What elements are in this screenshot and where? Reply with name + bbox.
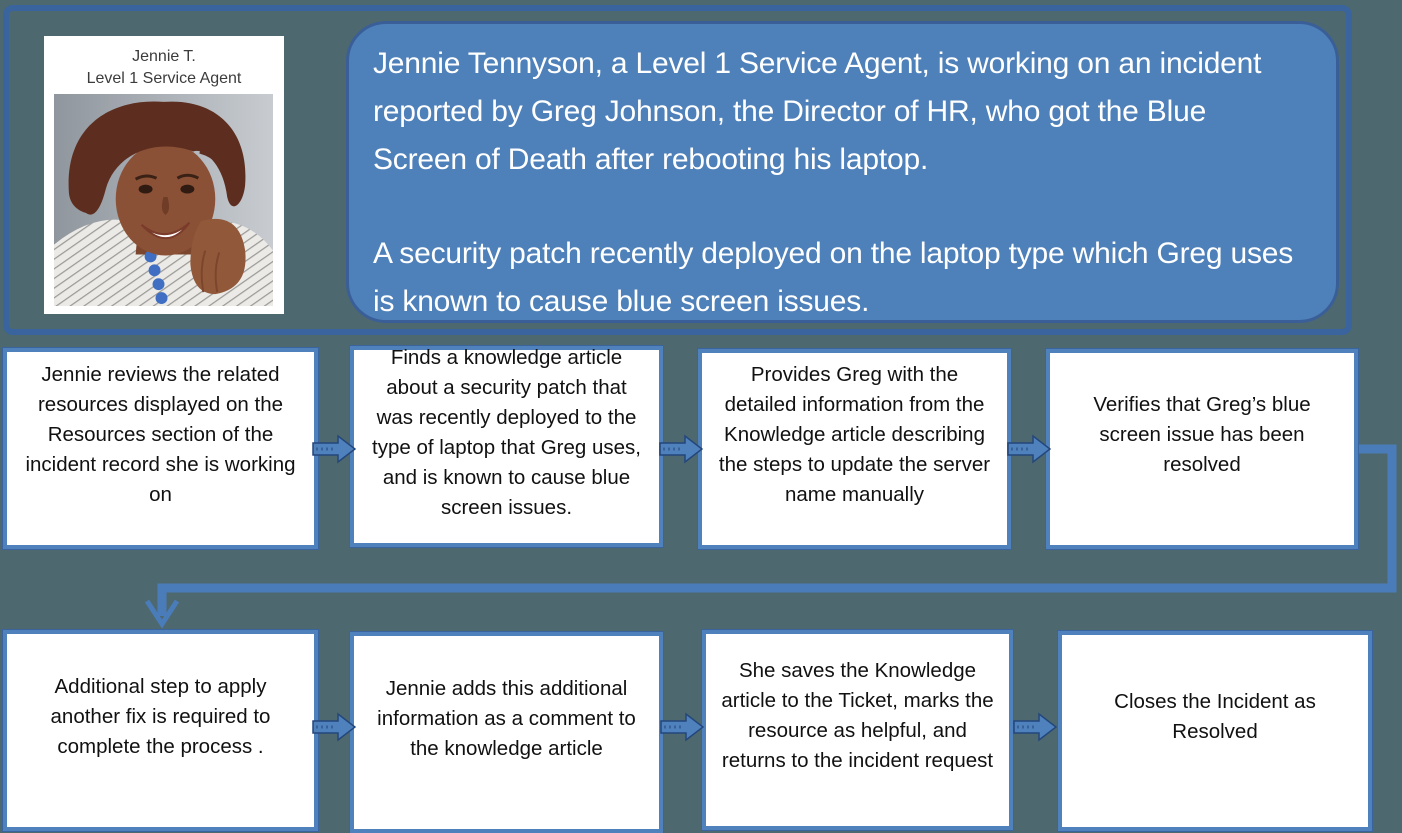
flow-step-3-label: Provides Greg with the detailed information from the Knowledge article describing the steps to update the server name manually bbox=[718, 363, 991, 506]
agent-photo bbox=[54, 94, 273, 306]
flow-step-5-label: Additional step to apply another fix is required to complete the process . bbox=[50, 674, 271, 758]
flow-step-8 bbox=[1058, 631, 1372, 831]
right-arrow-icon bbox=[1007, 434, 1051, 464]
flow-step-2-label: Finds a knowledge article about a security patch that was recently deployed to the type of laptop that Greg uses, and is known to cause blue screen issues. bbox=[372, 345, 641, 519]
flow-step-4-label: Verifies that Greg’s blue screen issue has been resolved bbox=[1093, 393, 1311, 476]
right-arrow-icon bbox=[312, 434, 356, 464]
flow-step-1 bbox=[3, 348, 318, 549]
scenario-paragraph-1: Jennie Tennyson, a Level 1 Service Agent, is working on an incident reported by Greg Johnson, the Director of HR, who got the Blue Screen of Death after rebooting his laptop. bbox=[373, 47, 1262, 176]
flow-step-5 bbox=[3, 630, 318, 831]
agent-card bbox=[44, 36, 284, 314]
right-arrow-icon bbox=[1013, 712, 1057, 742]
flow-step-7-label: She saves the Knowledge article to the Ticket, marks the resource as helpful, and returns to the incident request bbox=[721, 659, 994, 772]
scenario-bubble bbox=[346, 21, 1339, 323]
right-arrow-icon bbox=[312, 712, 356, 742]
right-arrow-icon bbox=[659, 434, 703, 464]
flow-step-7 bbox=[702, 630, 1013, 830]
scenario-panel bbox=[3, 5, 1352, 335]
flow-step-6-label: Jennie adds this additional information as a comment to the knowledge article bbox=[377, 676, 636, 760]
agent-role: Level 1 Service Agent bbox=[86, 70, 242, 87]
right-arrow-icon bbox=[660, 712, 704, 742]
flow-step-3 bbox=[698, 349, 1011, 549]
flow-step-2 bbox=[350, 346, 663, 547]
flow-step-4 bbox=[1046, 349, 1358, 549]
flow-step-6 bbox=[350, 632, 663, 833]
scenario-paragraph-2: A security patch recently deployed on the laptop type which Greg uses is known to cause blue screen issues. bbox=[373, 237, 1294, 318]
agent-name: Jennie T. bbox=[132, 48, 196, 65]
flow-step-8-label: Closes the Incident as Resolved bbox=[1114, 690, 1316, 743]
flow-step-1-label: Jennie reviews the related resources displayed on the Resources section of the incident record she is working on bbox=[25, 362, 296, 506]
